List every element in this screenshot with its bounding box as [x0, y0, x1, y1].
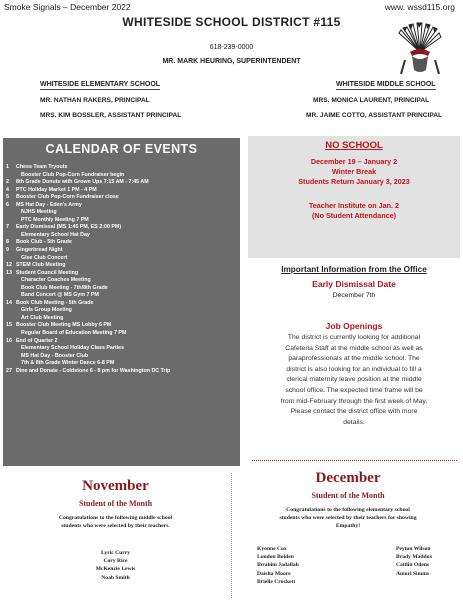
calendar-event-text: Art Club Meeting [21, 314, 64, 321]
calendar-event-text: 8th Grade Donuts with Grown Ups 7:15 AM - 7:45 AM [16, 179, 149, 186]
calendar-event-text: Booster Club Meeting MS Lobby 6 PM [16, 322, 112, 329]
calendar-event-row [6, 330, 238, 338]
section-divider [252, 460, 457, 461]
calendar-title: CALENDAR OF EVENTS [45, 142, 198, 156]
top-bar [0, 0, 463, 14]
calendar-event-row [6, 239, 238, 247]
job-line: district is also looking for an individual to fill a [286, 365, 422, 373]
calendar-event-day: 13 [6, 269, 12, 276]
student-name: Brady Maddox [396, 554, 433, 561]
job-line: from mid-February through the first week of May. [280, 397, 428, 405]
column-divider [231, 473, 232, 598]
student-name: Caitlin Odens [396, 562, 430, 569]
student-name: Ibrahim Jadallah [257, 562, 299, 569]
no-school-notice [248, 136, 460, 258]
calendar-event-row [6, 322, 238, 330]
calendar-event-row [6, 360, 238, 368]
elementary-principal: MR. NATHAN RAKERS, PRINCIPAL [40, 97, 150, 104]
calendar-event-row [6, 179, 238, 187]
calendar-event-row [6, 217, 238, 225]
calendar-event-row [6, 172, 238, 180]
congrats-line: Congratulations to the following elementary school [286, 507, 410, 513]
calendar-event-row [6, 307, 238, 315]
calendar-event-day: 6 [6, 201, 9, 208]
calendar-event-row [6, 368, 238, 376]
december-students-right [396, 545, 432, 578]
calendar-event-day: 8 [6, 239, 9, 246]
calendar-event-day: 4 [6, 186, 9, 193]
congrats-line: students who were selected by their teachers for showing [279, 515, 417, 521]
job-line: clerical maternity leave position at the middle [286, 376, 422, 384]
calendar-event-text: Book Club Meeting - 7th/8th Grade [21, 284, 108, 291]
district-title: WHITESIDE SCHOOL DISTRICT #115 [122, 15, 341, 29]
calendar-event-text: End of Quarter 2 [16, 337, 58, 344]
congrats-line: students who were selected by their teachers. [61, 523, 170, 529]
calendar-event-text: Gingerbread Night [16, 247, 63, 254]
middle-school-name: WHITESIDE MIDDLE SCHOOL [336, 81, 436, 88]
calendar-event-text: PTC Holiday Market 1 PM - 4 PM [16, 186, 97, 193]
winter-break: Winter Break [331, 167, 377, 176]
calendar-event-row [6, 285, 238, 293]
calendar-event-row [6, 247, 238, 255]
calendar-event-day: 5 [6, 194, 9, 201]
calendar-event-day: 12 [6, 262, 12, 269]
calendar-event-day: 7 [6, 224, 9, 231]
congrats-line: Empathy! [335, 523, 361, 529]
calendar-event-row [6, 194, 238, 202]
job-line: Please contact the district office with more [290, 408, 418, 416]
calendar-event-row [6, 232, 238, 240]
student-name: Cory Rice [103, 558, 128, 565]
district-phone: 618-239-0000 [209, 44, 254, 51]
calendar-event-day: 15 [6, 322, 12, 329]
november-students [0, 549, 231, 582]
calendar-event-row [6, 338, 238, 346]
calendar-event-text: STEM Club Meeting [16, 262, 66, 269]
congrats-line: Congratulations to the following middle school [58, 515, 173, 521]
calendar-event-row [6, 300, 238, 308]
student-name: Noah Smith [101, 574, 130, 581]
student-name: Peyton Wilson [396, 546, 431, 552]
calendar-event-text: Elementary School Holiday Class Parties [21, 345, 125, 352]
calendar-event-row [6, 202, 238, 210]
calendar-event-day: 16 [6, 337, 12, 344]
calendar-event-text: PTC Monthly Meeting 7 PM [21, 216, 89, 223]
calendar-event-text: Booster Club Pop-Corn Fundraiser begin [21, 171, 125, 178]
calendar-event-text: 7th & 8th Grade Winter Dance 6-8 PM [21, 360, 115, 367]
calendar-event-day: 14 [6, 299, 12, 306]
job-line: The district is currently looking for additional [287, 334, 421, 341]
calendar-event-row [6, 209, 238, 217]
calendar-event-text: Character Coaches Meeting [21, 277, 91, 284]
december-congrats [233, 506, 463, 530]
job-line: Cafeteria Staff at the middle school as well as [285, 344, 423, 352]
job-line: paraprofessionals at the middle school. The [288, 355, 420, 363]
calendar-of-events [3, 138, 240, 466]
calendar-rows [6, 164, 238, 375]
elementary-assistant-principal: MRS. KIM BOSSLER, ASSISTANT PRINCIPAL [40, 112, 182, 119]
calendar-event-row [6, 164, 238, 172]
calendar-event-row [6, 353, 238, 361]
student-name: Daisha Moore [257, 570, 291, 577]
early-dismissal-title: Early Dismissal Date [312, 279, 396, 289]
calendar-event-text: Early Dismissal (MS 1:45 PM, ES 2:00 PM) [16, 224, 122, 231]
middle-assistant-principal: MR. JAIME COTTO, ASSISTANT PRINCIPAL [306, 112, 443, 119]
calendar-event-text: MS Hat Day - Eden's Army [16, 201, 82, 208]
students-return: Students Return January 3, 2023 [298, 177, 410, 186]
calendar-event-text: Regular Board of Education Meeting 7 PM [21, 330, 127, 337]
calendar-event-text: NJHS Meeting [21, 209, 57, 216]
no-school-title: NO SCHOOL [325, 140, 383, 151]
november-congrats [0, 514, 231, 530]
calendar-event-text: Book Club Meeting - 5th Grade [16, 299, 94, 306]
student-name: McKenzie Lewis [95, 566, 136, 573]
calendar-event-row [6, 270, 238, 278]
november-subtitle: Student of the Month [78, 499, 153, 508]
website-link[interactable]: www. wssd115.org [384, 2, 455, 12]
no-school-dates: December 19 – January 2 [310, 157, 398, 166]
calendar-event-day: 1 [6, 164, 9, 170]
december-subtitle: Student of the Month [311, 491, 385, 500]
student-name: Lyric Curry [100, 550, 131, 556]
issue-title: Smoke Signals – December 2022 [4, 2, 131, 12]
calendar-event-text: Booster Club Pop-Corn Fundraiser close [16, 194, 119, 201]
calendar-event-row [6, 262, 238, 270]
calendar-event-row [6, 224, 238, 232]
headdress-feather-icon [395, 22, 445, 76]
job-line: details. [343, 418, 365, 426]
student-name: Brielle Crockett [257, 578, 296, 585]
december-students-left [257, 545, 299, 586]
early-dismissal-date: December 7th [332, 292, 376, 299]
calendar-event-text: MS Hat Day - Booster Club [21, 352, 89, 359]
elementary-school-name: WHITESIDE ELEMENTARY SCHOOL [40, 81, 161, 88]
calendar-event-text: Student Council Meeting [16, 269, 79, 276]
teacher-institute: Teacher Institute on Jan. 2 [308, 201, 400, 210]
calendar-event-text: Book Club - 5th Grade [16, 239, 72, 246]
calendar-event-text: Chess Team Tryouts [16, 164, 68, 170]
student-name: London Bolden [257, 554, 294, 561]
calendar-event-day: 2 [6, 179, 9, 186]
calendar-event-day: 27 [6, 367, 12, 374]
calendar-event-text: Dine and Donate - Coldstone 6 - 8 pm for Washington DC Trip [16, 367, 171, 374]
middle-principal: MRS. MONICA LAURENT, PRINCIPAL [313, 97, 430, 104]
office-info-title: Important Information from the Office [281, 265, 427, 274]
calendar-event-text: Glee Club Concert [21, 254, 68, 261]
november-heading: November [82, 478, 149, 494]
job-openings-title: Job Openings [325, 321, 383, 331]
calendar-event-row [6, 255, 238, 263]
student-name: Amori Simms [396, 570, 430, 577]
december-heading: December [315, 470, 381, 486]
calendar-event-text: Band Concert @ MS Gym 7 PM [21, 292, 99, 299]
calendar-event-row [6, 277, 238, 285]
student-name: Kyonne Cox [257, 546, 287, 552]
job-openings-text [246, 333, 462, 428]
no-student-attendance: (No Student Attendance) [312, 211, 396, 220]
calendar-event-row [6, 292, 238, 300]
calendar-event-text: Elementary School Hat Day [21, 231, 90, 238]
job-line: school office. The expected time frame will be [285, 386, 423, 394]
calendar-event-row [6, 345, 238, 353]
superintendent: MR. MARK HEURING, SUPERINTENDENT [162, 58, 301, 65]
calendar-event-row [6, 187, 238, 195]
calendar-event-text: Girls Group Meeting [21, 307, 72, 314]
calendar-event-day: 9 [6, 247, 9, 254]
calendar-event-row [6, 315, 238, 323]
